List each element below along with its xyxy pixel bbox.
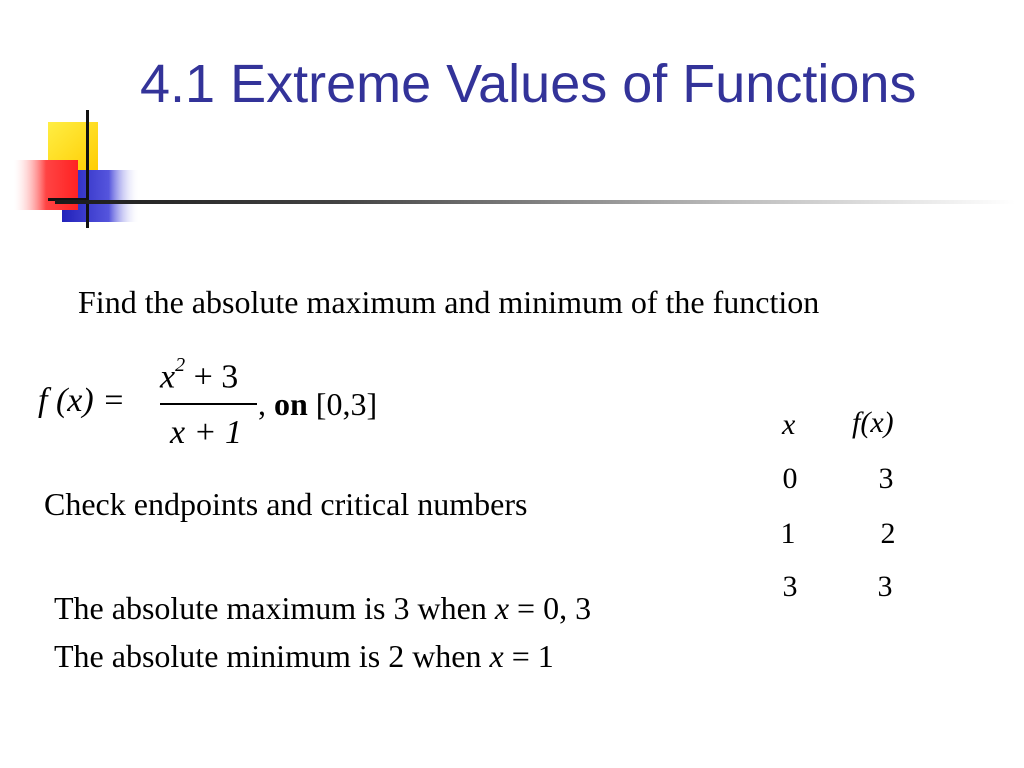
min-prefix: The absolute minimum is 2 when xyxy=(54,638,490,674)
formula-denominator: x + 1 xyxy=(170,414,243,451)
table-cell-fx: 2 xyxy=(880,517,896,550)
table-cell-fx: 3 xyxy=(878,462,894,495)
formula-numerator xyxy=(160,354,239,396)
numerator-base: x xyxy=(160,358,176,396)
page-title: 4.1 Extreme Values of Functions xyxy=(140,54,917,114)
formula-comma: , xyxy=(258,386,266,422)
formula-interval-value: [0,3] xyxy=(315,386,378,422)
fraction-bar xyxy=(160,403,257,405)
numerator-rest: + 3 xyxy=(185,358,239,396)
table-cell-x: 1 xyxy=(780,517,796,550)
title-decoration xyxy=(0,100,160,230)
min-variable: x xyxy=(489,638,504,674)
max-suffix: = 0, 3 xyxy=(509,590,592,626)
absolute-minimum-statement xyxy=(54,638,554,675)
table-cell-fx: 3 xyxy=(877,570,893,603)
table-cell-x: 0 xyxy=(782,462,798,495)
table-cell-x: 3 xyxy=(782,570,798,603)
formula-lhs xyxy=(38,382,125,420)
problem-prompt: Find the absolute maximum and minimum of the function xyxy=(78,284,820,320)
formula-on-word: on xyxy=(274,386,308,422)
formula-lhs-text: f (x) = xyxy=(38,382,126,419)
table-header-fx: f(x) xyxy=(852,406,894,439)
numerator-exponent: 2 xyxy=(175,354,186,376)
deco-vertical-line xyxy=(86,110,89,228)
check-instruction: Check endpoints and critical numbers xyxy=(44,486,528,522)
max-variable: x xyxy=(494,590,510,626)
max-prefix: The absolute maximum is 3 when xyxy=(54,590,495,626)
formula-interval xyxy=(258,386,377,423)
table-header-x: x xyxy=(782,408,796,441)
title-underline xyxy=(55,200,1015,204)
absolute-maximum-statement xyxy=(54,590,591,627)
min-suffix: = 1 xyxy=(503,638,554,674)
